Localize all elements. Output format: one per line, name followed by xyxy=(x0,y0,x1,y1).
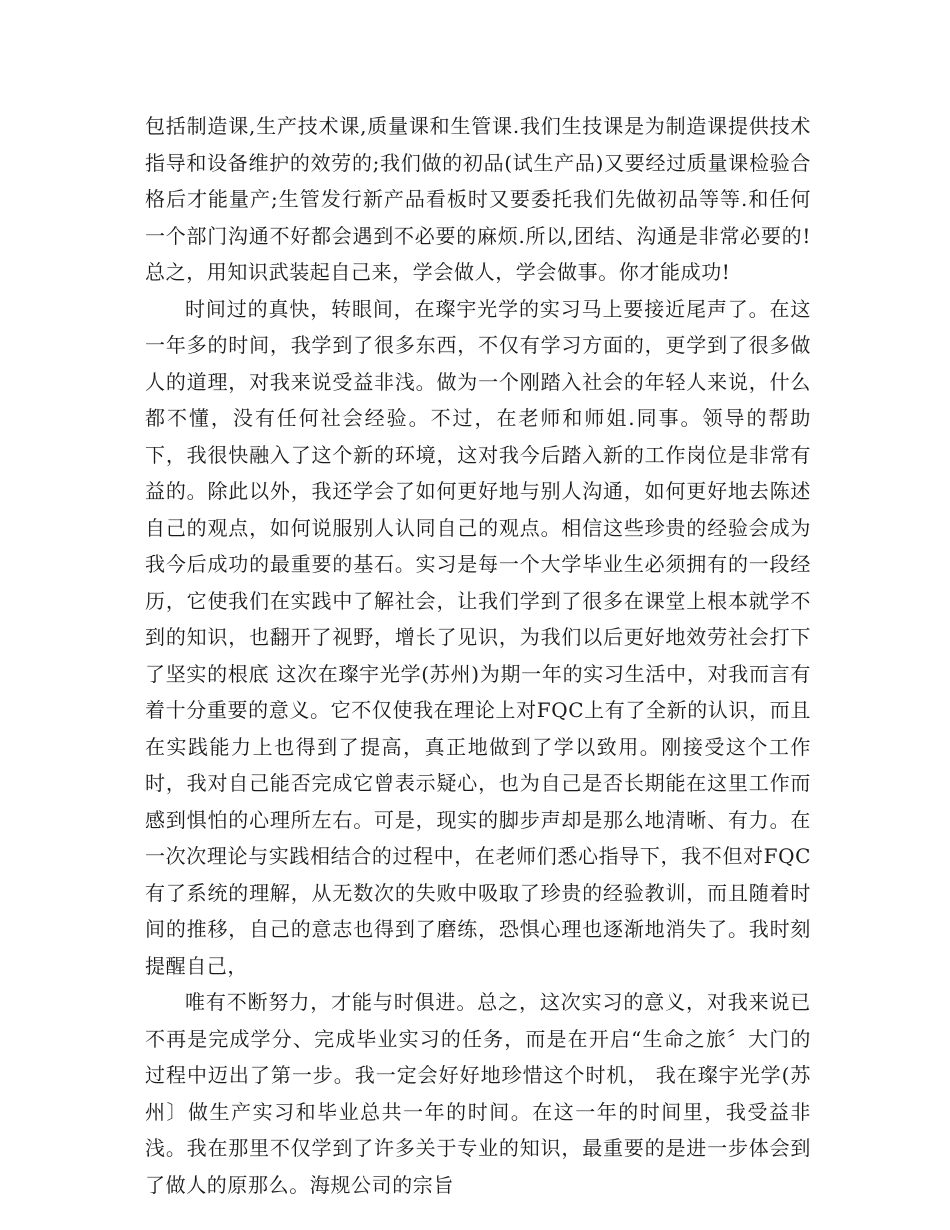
document-body xyxy=(145,108,811,1203)
paragraph-3: 唯有不断努力，才能与时俱进。总之，这次实习的意义，对我来说已不再是完成学分、完成毕业实习的任务，而是在开启“生命之旅〞大门的过程中迈出了第一步。我一定会好好地珍惜这个时机， 我在璨宇光学(苏州〕做生产实习和毕业总共一年的时间。在这一年的时间里，我受益非浅。我在那里不仅学到了许多关于专业的知识，最重要的是进一步体会到了做人的原那么。海规公司的宗旨 xyxy=(145,990,811,1197)
paragraph-1: 包括制造课,生产技术课,质量课和生管课.我们生技课是为制造课提供技术指导和设备维护的效劳的;我们做的初品(试生产品)又要经过质量课检验合格后才能量产;生管发行新产品看板时又要委托我们先做初品等等.和任何一个部门沟通不好都会遇到不必要的麻烦.所以,团结、沟通是非常必要的!总之，用知识武装起自己来，学会做人，学会做事。你才能成功! xyxy=(145,114,811,284)
paragraph-2: 时间过的真快，转眼间，在璨宇光学的实习马上要接近尾声了。在这一年多的时间，我学到了很多东西，不仅有学习方面的，更学到了很多做人的道理，对我来说受益非浅。做为一个刚踏入社会的年轻人来说，什么都不懂，没有任何社会经验。不过，在老师和师姐.同事。领导的帮助下，我很快融入了这个新的环境，这对我今后踏入新的工作岗位是非常有益的。除此以外，我还学会了如何更好地与别人沟通，如何更好地去陈述自己的观点，如何说服别人认同自己的观点。相信这些珍贵的经验会成为我今后成功的最重要的基石。实习是每一个大学毕业生必须拥有的一段经历，它使我们在实践中了解社会，让我们学到了很多在课堂上根本就学不到的知识，也翻开了视野，增长了见识，为我们以后更好地效劳社会打下了坚实的根底 这次在璨宇光学(苏州)为期一年的实习生活中，对我而言有着十分重要的意义。它不仅使我在理论上对FQC上有了全新的认识，而且在实践能力上也得到了提高，真正地做到了学以致用。刚接受这个工作时，我对自己能否完成它曾表示疑心，也为自己是否长期能在这里工作而感到惧怕的心理所左右。可是，现实的脚步声却是那么地清晰、有力。在一次次理论与实践相结合的过程中，在老师们悉心指导下，我不但对FQC有了系统的理解，从无数次的失败中吸取了珍贵的经验教训，而且随着时间的推移，自己的意志也得到了磨练，恐惧心理也逐渐地消失了。我时刻提醒自己， xyxy=(145,296,811,978)
